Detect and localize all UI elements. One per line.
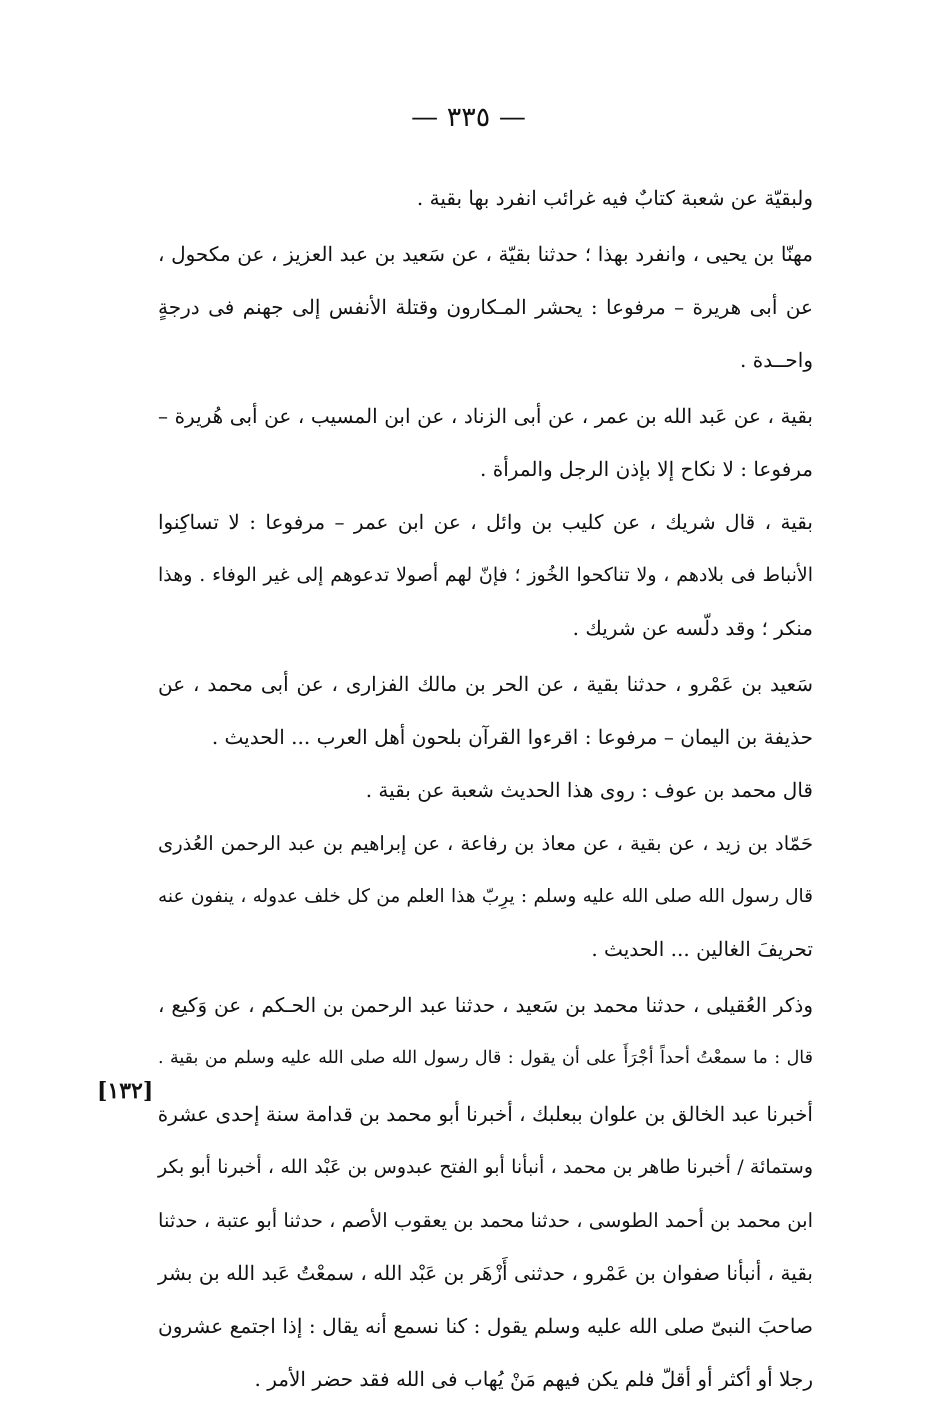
text-line: بقية ، قال شريك ، عن كليب بن وائل ، عن ابن عمر – مرفوعا : لا تساكِنوا bbox=[158, 510, 813, 534]
text-line: سَعيد بن عَمْرو ، حدثنا بقية ، عن الحر بن مالك الفزارى ، عن أبى محمد ، عن bbox=[158, 672, 813, 696]
text-line: رجلا أو أكثر أو أقلّ فلم يكن فيهم مَنْ يُهاب فى الله فقد حضر الأمر . bbox=[254, 1367, 813, 1391]
page-body bbox=[158, 172, 813, 1406]
text-line: حذيفة بن اليمان – مرفوعا : اقرءوا القرآن بلحون أهل العرب ... الحديث . bbox=[211, 725, 813, 749]
text-line: قال : ما سمعْتُ أحداً أجْرَأَ على أن يقول : قال رسول الله صلى الله عليه وسلم من بقية . bbox=[158, 1048, 813, 1068]
text-line: وستمائة / أخبرنا طاهر بن محمد ، أنبأنا أبو الفتح عبدوس بن عَبْد الله ، أخبرنا أبو بكر bbox=[158, 1156, 813, 1178]
text-line: وذكر العُقيلى ، حدثنا محمد بن سَعيد ، حدثنا عبد الرحمن بن الحـكم ، عن وَكيع ، bbox=[158, 993, 813, 1017]
text-line: حَمّاد بن زيد ، عن بقية ، عن معاذ بن رفاعة ، عن إبراهيم بن عبد الرحمن العُذرى bbox=[158, 832, 813, 855]
text-line: أخبرنا عبد الخالق بن علوان ببعلبك ، أخبرنا أبو محمد بن قدامة سنة إحدى عشرة bbox=[157, 1102, 813, 1126]
text-line: بقية ، أنبأنا صفوان بن عَمْرو ، حدثنى أَزْهَر بن عَبْد الله ، سمعْتُ عَبد الله بن بشر bbox=[158, 1261, 813, 1285]
text-line: صاحبَ النبىّ صلى الله عليه وسلم يقول : كنا نسمع أنه يقال : إذا اجتمع عشرون bbox=[158, 1314, 813, 1338]
text-line: ولبقيّة عن شعبة كتابٌ فيه غرائب انفرد بها بقية . bbox=[416, 186, 813, 210]
manuscript-folio-marker: [١٣٢] bbox=[97, 1078, 154, 1104]
text-line: قال محمد بن عوف : روى هذا الحديث شعبة عن بقية . bbox=[365, 778, 813, 802]
page-number: — ٣٣٥ — bbox=[411, 102, 526, 133]
text-line: بقية ، عن عَبد الله بن عمر ، عن أبى الزناد ، عن ابن المسيب ، عن أبى هُريرة – bbox=[158, 404, 813, 428]
text-line: واحــدة . bbox=[740, 348, 813, 372]
text-line: مرفوعا : لا نكاح إلا بإذن الرجل والمرأة . bbox=[480, 457, 813, 481]
text-line: مهنّا بن يحيى ، وانفرد بهذا ؛ حدثنا بقيّة ، عن سَعيد بن عبد العزيز ، عن مكحول ، bbox=[158, 242, 813, 266]
text-line: منكر ؛ وقد دلّسه عن شريك . bbox=[572, 616, 813, 640]
text-line: قال رسول الله صلى الله عليه وسلم : يرِبّ هذا العلم من كل خلف عدوله ، ينفون عنه bbox=[158, 886, 813, 907]
text-line: عن أبى هريرة – مرفوعا : يحشر المـكارون وقتلة الأنفس إلى جهنم فى درجةٍ bbox=[158, 295, 813, 319]
text-line: تحريفَ الغالين ... الحديث . bbox=[591, 937, 813, 961]
text-line: ابن محمد بن أحمد الطوسى ، حدثنا محمد بن يعقوب الأصم ، حدثنا أبو عتبة ، حدثنا bbox=[158, 1209, 813, 1232]
text-line: الأنباط فى بلادهم ، ولا تناكحوا الخُوز ؛ فإنّ لهم أصولا تدعوهم إلى غير الوفاء . وهذا bbox=[158, 564, 813, 586]
